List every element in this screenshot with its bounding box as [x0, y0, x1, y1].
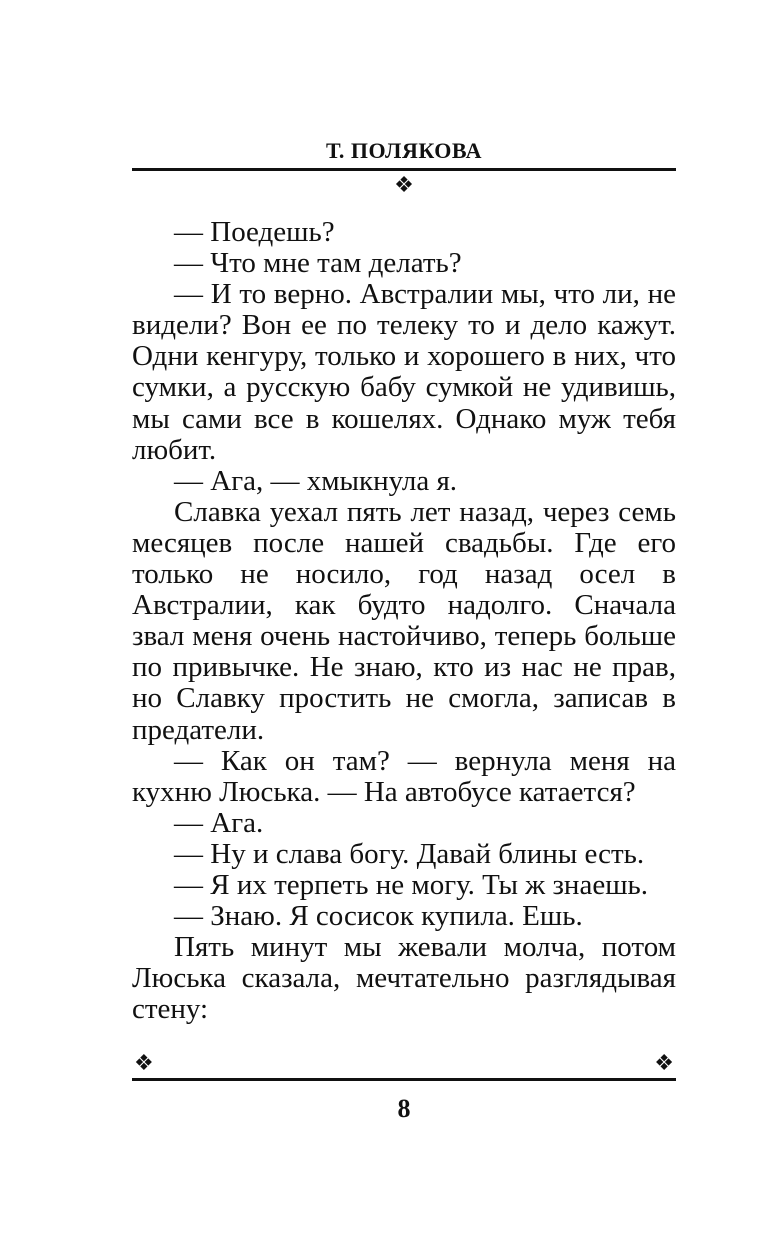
header-ornament-icon: ❖ — [394, 173, 414, 198]
book-page — [132, 0, 676, 1240]
footer-ornament-left-icon: ❖ — [134, 1051, 154, 1076]
body-text — [132, 217, 676, 1025]
paragraph: Пять минут мы жевали молча, потом Люська сказала, мечтательно разглядывая стену: — [132, 931, 676, 1026]
paragraph: — Ага, — хмыкнула я. — [174, 464, 458, 497]
paragraph: — Как он там? — вернула меня на кухню Люська. — На автобусе катается? — [132, 744, 676, 808]
running-head-author: Т. ПОЛЯКОВА — [325, 138, 483, 163]
paragraph: — Что мне там делать? — [174, 247, 462, 280]
paragraph: — Ну и слава богу. Давай блины есть. — [174, 837, 645, 870]
page-number: 8 — [397, 1094, 411, 1123]
footer-ornament-right-icon: ❖ — [654, 1051, 674, 1076]
paragraph: — Знаю. Я сосисок купила. Ешь. — [174, 900, 583, 933]
paragraph: Славка уехал пять лет назад, через семь месяцев после нашей свадьбы. Где его только не носило, год назад осел в Австралии, как будто надолго. Сначала звал меня очень настойчиво, теперь больше по привычке. Не знаю, кто из нас не прав, но Славку простить не смогла, записав в предатели. — [132, 495, 676, 746]
footer-rule — [132, 1078, 676, 1081]
paragraph: — Поедешь? — [174, 216, 335, 248]
paragraph: — Я их терпеть не могу. Ты ж знаешь. — [174, 868, 648, 901]
paragraph: — И то верно. Австралии мы, что ли, не видели? Вон ее по телеку то и дело кажут. Одни кенгуру, только и хорошего в них, что сумки, а русскую бабу сумкой не удивишь, мы сами все в кошелях. Однако муж тебя любит. — [132, 278, 676, 466]
header-rule — [132, 168, 676, 171]
paragraph: — Ага. — [174, 806, 264, 839]
